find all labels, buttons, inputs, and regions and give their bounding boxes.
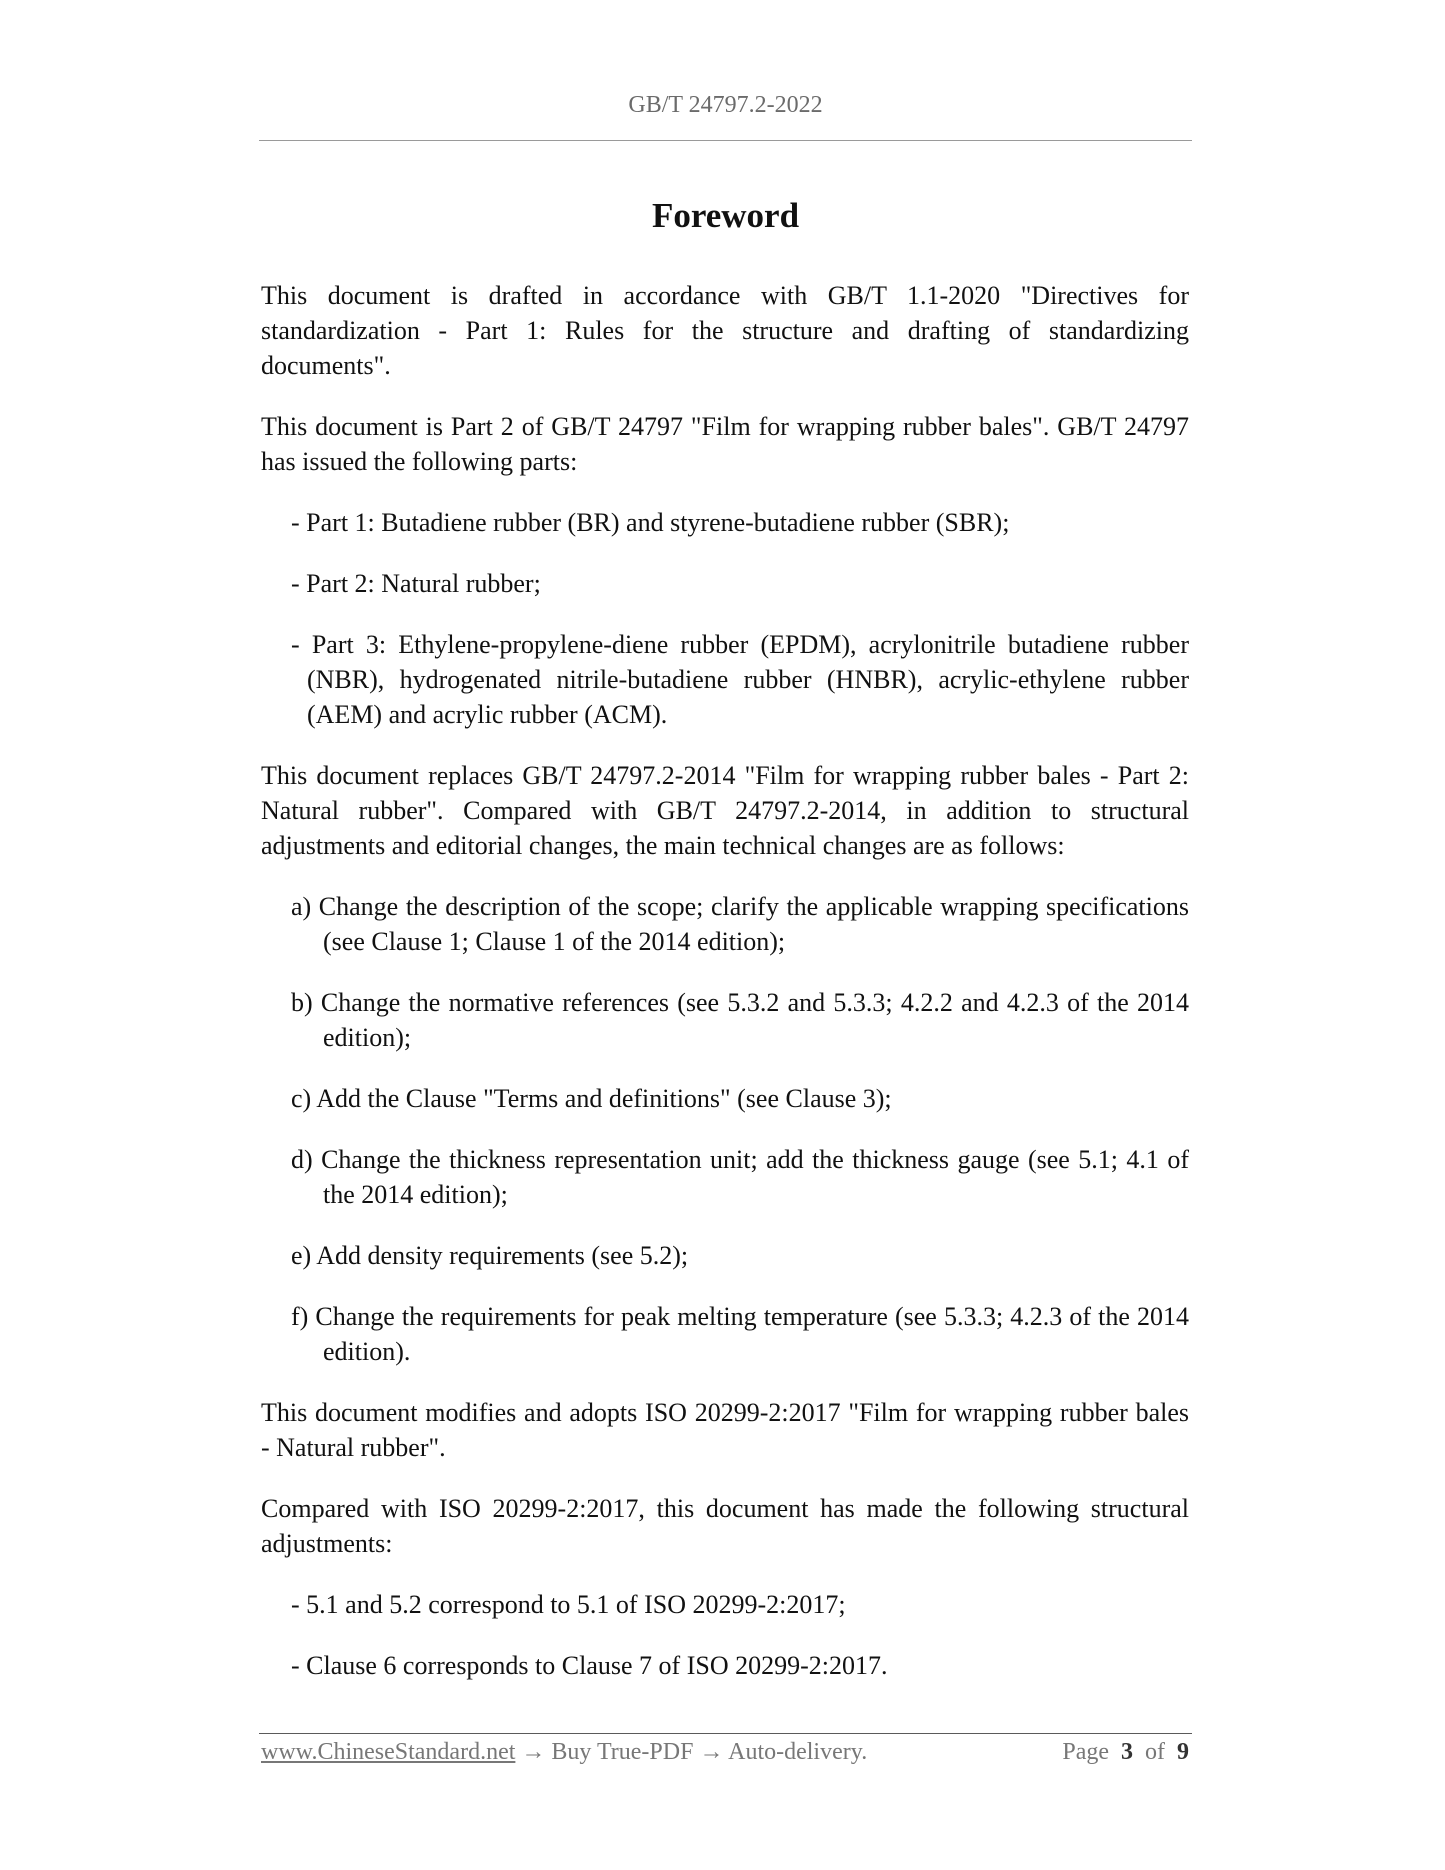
list-item-part-2: - Part 2: Natural rubber;	[291, 569, 541, 598]
page-of-label: of	[1145, 1739, 1165, 1765]
footer-promo-text: → Buy True-PDF → Auto-delivery.	[515, 1739, 868, 1765]
list-item-change-c: c) Add the Clause "Terms and definitions" (see Clause 3);	[291, 1084, 892, 1113]
website-link[interactable]: www.ChineseStandard.net	[261, 1739, 516, 1765]
paragraph-iso-adoption: This document modifies and adopts ISO 20299-2:2017 "Film for wrapping rubber bales - Natural rubber".	[261, 1398, 1189, 1462]
page-label: Page	[1062, 1739, 1109, 1765]
footer-promo	[261, 1734, 867, 1770]
page-footer	[261, 1734, 1189, 1770]
list-item-adjustment-1: - 5.1 and 5.2 correspond to 5.1 of ISO 20299-2:2017;	[291, 1590, 846, 1619]
list-item-change-d: d) Change the thickness representation unit; add the thickness gauge (see 5.1; 4.1 of the 2014 edition);	[291, 1145, 1189, 1209]
header-divider	[259, 140, 1192, 141]
total-page-count: 9	[1177, 1739, 1189, 1765]
document-header: GB/T 24797.2-2022	[628, 92, 823, 118]
list-item-change-e: e) Add density requirements (see 5.2);	[291, 1241, 689, 1270]
list-item-change-a: a) Change the description of the scope; clarify the applicable wrapping specifications (see Clause 1; Clause 1 of the 2014 edition);	[291, 892, 1189, 956]
paragraph-replaces: This document replaces GB/T 24797.2-2014 "Film for wrapping rubber bales - Part 2: Natural rubber". Compared with GB/T 24797.2-2014, in addition to structural adjustments and editorial changes, the main technical changes are as follows:	[261, 761, 1189, 860]
current-page-number: 3	[1121, 1739, 1133, 1765]
paragraph-drafting: This document is drafted in accordance with GB/T 1.1-2020 "Directives for standardization - Part 1: Rules for the structure and drafting of standardizing documents".	[261, 281, 1189, 380]
document-body	[261, 278, 1189, 1709]
list-item-part-3: - Part 3: Ethylene-propylene-diene rubber (EPDM), acrylonitrile butadiene rubber (NBR), hydrogenated nitrile-butadiene rubber (HNBR), acrylic-ethylene rubber (AEM) and acrylic rubber (ACM).	[291, 630, 1189, 729]
page-indicator	[1062, 1734, 1189, 1770]
list-item-part-1: - Part 1: Butadiene rubber (BR) and styrene-butadiene rubber (SBR);	[291, 508, 1010, 537]
list-item-change-b: b) Change the normative references (see 5.3.2 and 5.3.3; 4.2.2 and 4.2.3 of the 2014 edition);	[291, 988, 1189, 1052]
list-item-change-f: f) Change the requirements for peak melting temperature (see 5.3.3; 4.2.3 of the 2014 edition).	[291, 1302, 1189, 1366]
paragraph-structural-adjustments: Compared with ISO 20299-2:2017, this document has made the following structural adjustments:	[261, 1494, 1189, 1558]
paragraph-parts-intro: This document is Part 2 of GB/T 24797 "Film for wrapping rubber bales". GB/T 24797 has issued the following parts:	[261, 412, 1189, 476]
page-title: Foreword	[651, 196, 800, 235]
list-item-adjustment-2: - Clause 6 corresponds to Clause 7 of ISO 20299-2:2017.	[291, 1651, 888, 1680]
